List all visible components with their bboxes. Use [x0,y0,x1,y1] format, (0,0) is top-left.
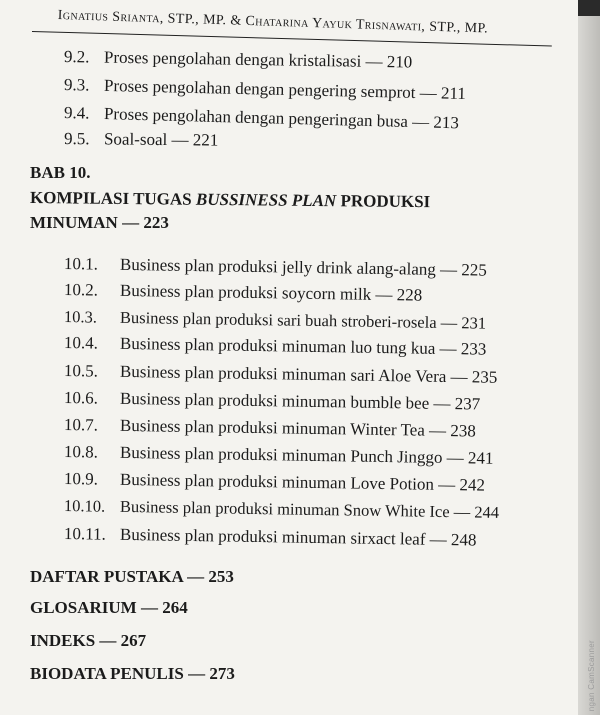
running-head: Ignatius Srianta, STP., MP. & Chatarina Yayuk Trisnawati, STP., MP. [57,8,489,37]
toc-entry-number: 9.3. [63,75,90,95]
toc-entry-number: 10.11. [63,524,107,544]
toc-entry-number: 10.5. [63,361,99,381]
toc-entry-title: Business plan produksi minuman Winter Tea — 238 [119,415,476,441]
chapter-title [30,188,430,212]
toc-entry-number: 10.4. [63,333,99,353]
toc-entry-title: Business plan produksi minuman Love Potion — 242 [119,469,486,495]
toc-entry-number: 10.7. [63,415,99,435]
back-matter-entry: GLOSARIUM — 264 [30,598,188,617]
toc-entry-title: Business plan produksi minuman sirxact leaf — 248 [119,524,477,550]
toc-entry-number: 10.8. [63,442,99,462]
toc-entry-title: Soal-soal — 221 [103,129,219,150]
toc-entry-number: 10.1. [63,254,99,274]
toc-entry-title: Business plan produksi minuman sari Aloe Vera — 235 [119,361,498,387]
toc-entry [64,333,487,360]
toc-entry-number: 10.6. [63,388,99,408]
toc-entry [64,415,476,441]
toc-entry-number: 9.5. [63,129,90,149]
chapter-title-italic: BUSSINESS PLAN [195,189,337,211]
corner-shadow [578,0,600,16]
toc-entry-number: 9.4. [63,103,90,123]
toc-entry [64,129,218,151]
toc-entry [64,361,498,388]
chapter-title-part1: KOMPILASI TUGAS [29,188,197,209]
scanner-watermark: ngan CamScanner [587,640,596,712]
toc-entry [64,75,466,104]
toc-entry-title: Business plan produksi minuman luo tung kua — 233 [119,333,487,359]
toc-entry-title: Proses pengolahan dengan pengeringan busa — 213 [103,104,460,133]
toc-entry [64,47,413,72]
toc-entry [64,524,477,550]
toc-entry [64,280,422,306]
chapter-title-line2: MINUMAN — 223 [30,213,169,232]
chapter-title-part2: PRODUKSI [336,191,431,212]
toc-entry-title: Business plan produksi sari buah stroberi-rosela — 231 [119,307,487,333]
toc-entry-title: Business plan produksi soycorn milk — 228 [119,280,423,305]
toc-entry-title: Business plan produksi minuman Punch Jinggo — 241 [119,442,494,468]
toc-entry-title: Proses pengolahan dengan kristalisasi — 210 [103,47,413,72]
back-matter-entry: DAFTAR PUSTAKA — 253 [30,567,234,586]
toc-entry-number: 10.9. [63,469,99,489]
toc-entry-title: Business plan produksi minuman Snow White Ice — 244 [119,496,500,522]
toc-entry [64,442,494,469]
toc-entry [64,254,487,281]
toc-entry [64,307,486,334]
toc-entry-title: Business plan produksi jelly drink alang-alang — 225 [119,254,487,280]
toc-entry-title: Proses pengolahan dengan pengering semprot — 211 [103,75,467,104]
back-matter-entry: BIODATA PENULIS — 273 [30,664,235,683]
toc-entry-number: 10.10. [63,496,106,516]
page-edge [578,0,600,715]
toc-entry-number: 9.2. [63,47,90,67]
toc-entry [64,469,485,496]
chapter-label: BAB 10. [30,163,91,182]
toc-entry [64,388,481,415]
toc-entry [64,496,499,523]
toc-entry-number: 10.2. [63,280,99,300]
toc-entry-number: 10.3. [63,307,98,327]
back-matter-entry: INDEKS — 267 [30,631,147,650]
toc-entry-title: Business plan produksi minuman bumble bee — 237 [119,388,481,414]
